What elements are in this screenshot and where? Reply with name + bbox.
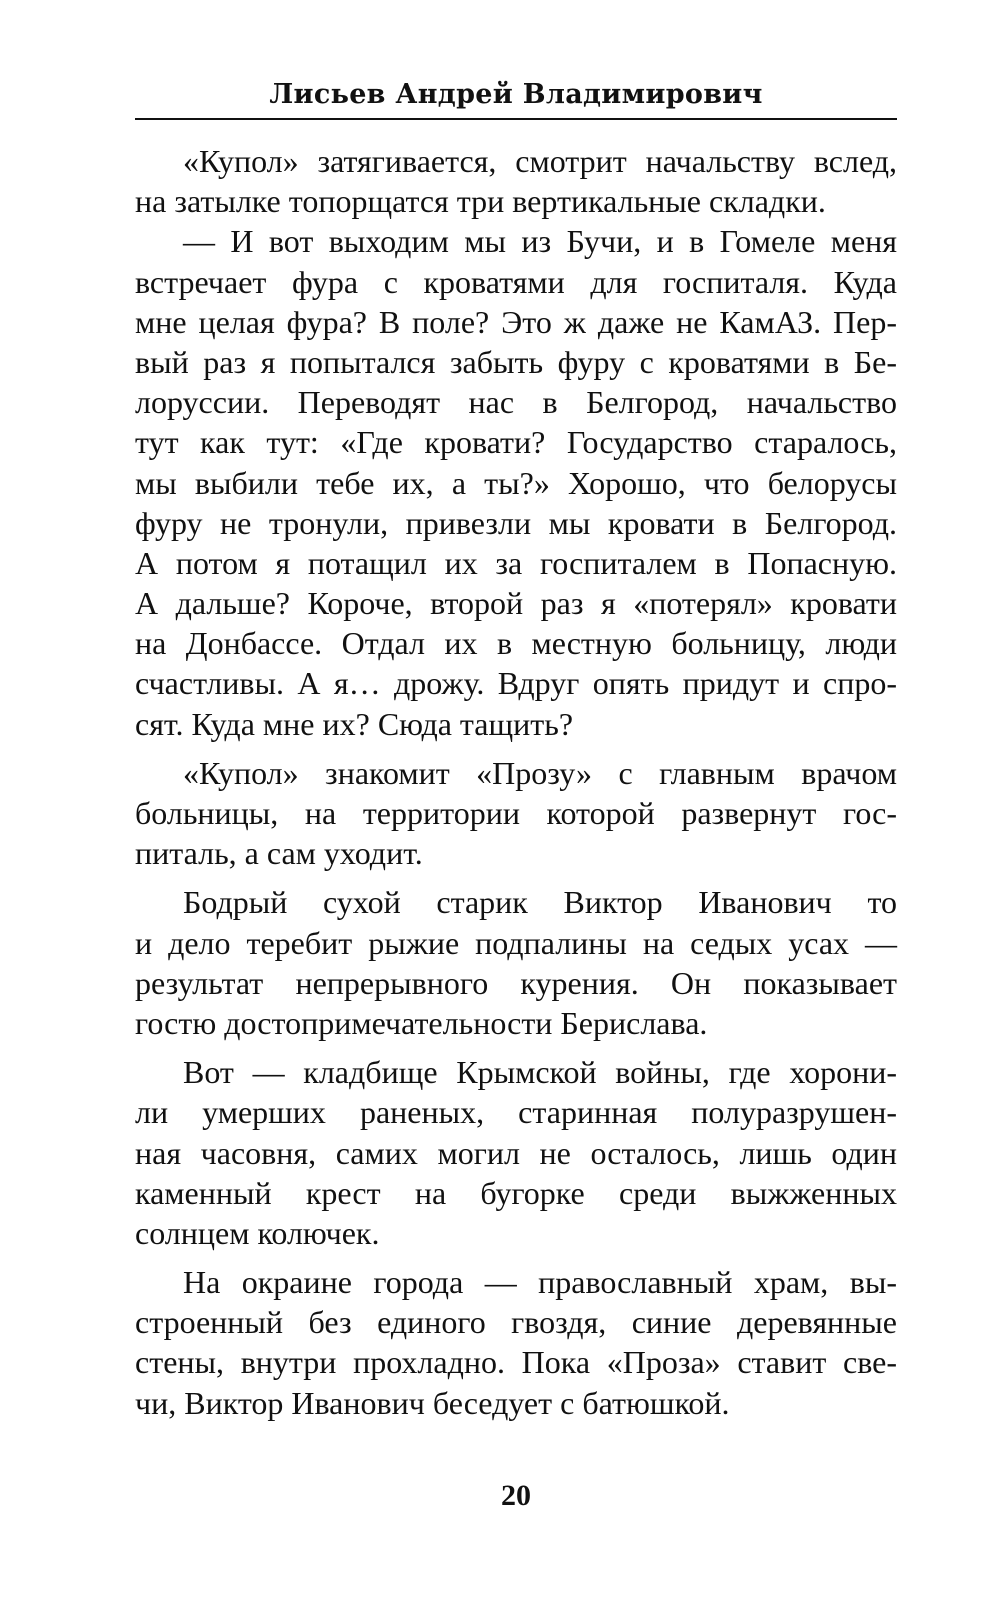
text-line: счастливы. А я… дрожу. Вдруг опять придут и спро- (135, 665, 897, 702)
header-rule (135, 118, 897, 120)
text-line: лоруссии. Переводят нас в Белгород, начальство (135, 384, 897, 421)
text-line: — И вот выходим мы из Бучи, и в Гомеле меня (183, 223, 897, 260)
text-line: вый раз я попытался забыть фуру с кроватями в Бе- (135, 343, 897, 380)
text-line: Вот — кладбище Крымской войны, где хорони- (183, 1054, 897, 1091)
text-line: А дальше? Короче, второй раз я «потерял» кровати (135, 585, 897, 622)
text-line: на Донбассе. Отдал их в местную больницу, люди (135, 625, 897, 662)
text-line: сят. Куда мне их? Сюда тащить? (135, 705, 574, 742)
text-line: каменный крест на бугорке среди выжженных (135, 1174, 897, 1211)
text-line: результат непрерывного курения. Он показывает (135, 964, 897, 1001)
text-line: питаль, а сам уходит. (135, 835, 423, 872)
text-line: встречает фура с кроватями для госпиталя. Куда (135, 263, 897, 300)
running-head: Лисьев Андрей Владимирович (269, 79, 763, 110)
text-line: строенный без единого гвоздя, синие деревянные (135, 1304, 897, 1341)
paragraph (135, 1262, 897, 1423)
text-line: на затылке топорщатся три вертикальные складки. (135, 183, 826, 220)
text-line: и дело теребит рыжие подпалины на седых усах — (135, 924, 897, 961)
paragraph (135, 1052, 897, 1253)
text-line: мне целая фура? В поле? Это ж даже не КамАЗ. Пер- (135, 303, 897, 340)
text-line: А потом я потащил их за госпиталем в Попасную. (135, 544, 897, 581)
text-line: чи, Виктор Иванович беседует с батюшкой. (135, 1384, 730, 1421)
text-line: мы выбили тебе их, а ты?» Хорошо, что белорусы (135, 464, 897, 501)
paragraph (135, 882, 897, 1043)
text-line: «Купол» затягивается, смотрит начальству вслед, (183, 143, 897, 179)
text-line: ли умерших раненых, старинная полуразрушен- (135, 1094, 897, 1131)
text-line: На окраине города — православный храм, вы- (183, 1264, 897, 1301)
text-line: «Купол» знакомит «Прозу» с главным врачом (183, 754, 897, 791)
text-line: гостю достопримечательности Берислава. (135, 1004, 708, 1041)
body-text (135, 141, 897, 1423)
paragraph (135, 221, 897, 743)
text-line: фуру не тронули, привезли мы кровати в Белгород. (135, 504, 897, 541)
text-line: ная часовня, самих могил не осталось, лишь один (135, 1134, 897, 1171)
page-number: 20 (501, 1479, 531, 1512)
text-line: больницы, на территории которой развернут гос- (135, 795, 897, 831)
text-line: Бодрый сухой старик Виктор Иванович то (183, 884, 897, 921)
paragraph (135, 141, 897, 221)
text-line: стены, внутри прохладно. Пока «Проза» ставит све- (135, 1344, 897, 1381)
paragraph (135, 753, 897, 874)
text-line: тут как тут: «Где кровати? Государство старалось, (135, 424, 897, 461)
text-line: солнцем колючек. (135, 1214, 380, 1251)
